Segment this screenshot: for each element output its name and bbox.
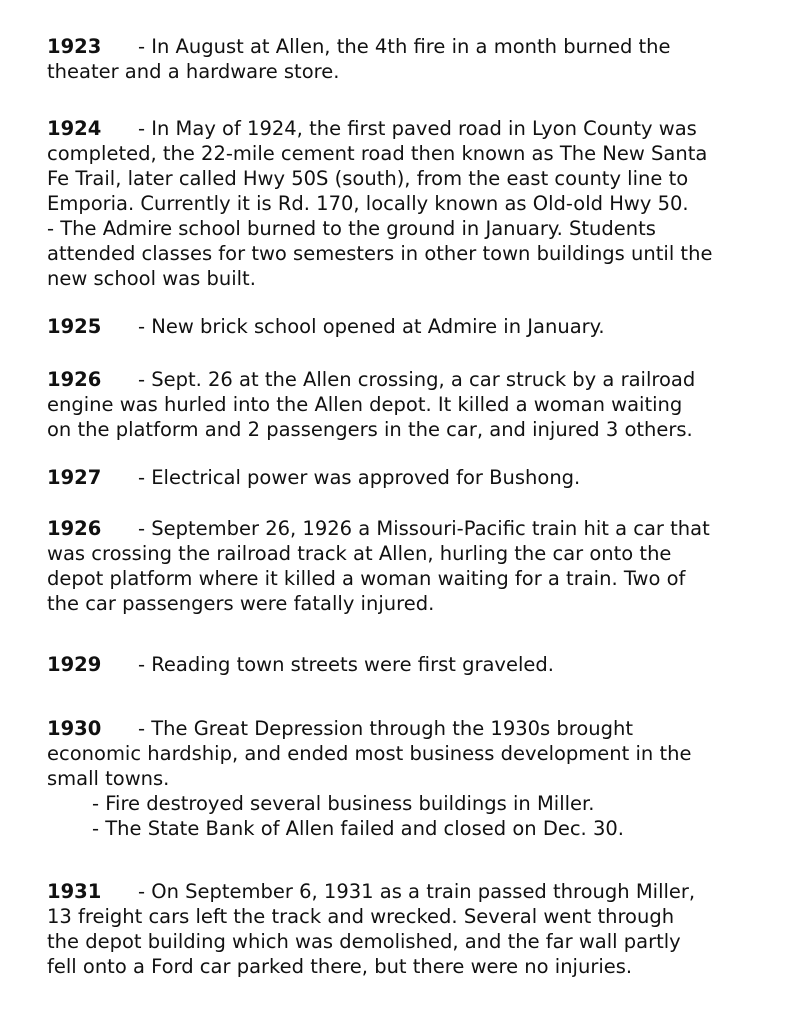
entry-text-line: - Sept. 26 at the Allen crossing, a car struck by a railroad — [138, 368, 696, 391]
entry-text-line: - On September 6, 1931 as a train passed through Miller, — [138, 880, 696, 903]
entry-year: 1925 — [47, 315, 102, 338]
entry-year: 1923 — [47, 35, 102, 58]
entry-1931 — [47, 879, 695, 979]
entry-year: 1929 — [47, 653, 102, 676]
entry-text-line: depot platform where it killed a woman waiting for a train. Two of — [47, 567, 686, 590]
entry-text-line: theater and a hardware store. — [47, 60, 340, 83]
entry-text-line: - In May of 1924, the first paved road in Lyon County was — [138, 117, 697, 140]
entry-1927 — [47, 465, 580, 490]
entry-text-line: new school was built. — [47, 267, 256, 290]
entry-text-line: Emporia. Currently it is Rd. 170, locally known as Old-old Hwy 50. — [47, 192, 689, 215]
entry-1930 — [47, 716, 691, 841]
entry-text-line: was crossing the railroad track at Allen, hurling the car onto the — [47, 542, 672, 565]
entry-1926-a — [47, 367, 695, 442]
entry-text-line: the depot building which was demolished, and the far wall partly — [47, 930, 681, 953]
entry-year: 1930 — [47, 717, 102, 740]
entry-text-line: engine was hurled into the Allen depot. It killed a woman waiting — [47, 393, 683, 416]
entry-text-line: economic hardship, and ended most business development in the — [47, 742, 692, 765]
entry-1926-b — [47, 516, 710, 616]
entry-sub-item: - Fire destroyed several business buildings in Miller. — [92, 792, 595, 815]
entry-text-line: attended classes for two semesters in other town buildings until the — [47, 242, 713, 265]
entry-year: 1927 — [47, 466, 102, 489]
entry-text-line: small towns. — [47, 767, 170, 790]
entry-1929 — [47, 652, 554, 677]
entry-text-line: - The Great Depression through the 1930s brought — [138, 717, 634, 740]
entry-text-line: - The Admire school burned to the ground in January. Students — [47, 217, 656, 240]
entry-text-line: - September 26, 1926 a Missouri-Pacific train hit a car that — [138, 517, 710, 540]
entry-year: 1924 — [47, 117, 102, 140]
entry-1925 — [47, 314, 605, 339]
entry-year: 1926 — [47, 517, 102, 540]
entry-text-line: Fe Trail, later called Hwy 50S (south), from the east county line to — [47, 167, 689, 190]
entry-1924 — [47, 116, 712, 291]
entry-text-line: 13 freight cars left the track and wrecked. Several went through — [47, 905, 675, 928]
entry-text-line: - Electrical power was approved for Bushong. — [138, 466, 581, 489]
entry-text-line: fell onto a Ford car parked there, but there were no injuries. — [47, 955, 633, 978]
entry-text-line: the car passengers were fatally injured. — [47, 592, 435, 615]
entry-text-line: - Reading town streets were first graveled. — [138, 653, 554, 676]
entry-year: 1926 — [47, 368, 102, 391]
entry-text-line: completed, the 22-mile cement road then known as The New Santa — [47, 142, 708, 165]
entry-text-line: on the platform and 2 passengers in the car, and injured 3 others. — [47, 418, 693, 441]
entry-1923 — [47, 34, 671, 84]
entry-sub-item: - The State Bank of Allen failed and closed on Dec. 30. — [92, 817, 624, 840]
entry-text-line: - In August at Allen, the 4th fire in a month burned the — [138, 35, 671, 58]
entry-year: 1931 — [47, 880, 102, 903]
entry-text-line: - New brick school opened at Admire in January. — [138, 315, 605, 338]
